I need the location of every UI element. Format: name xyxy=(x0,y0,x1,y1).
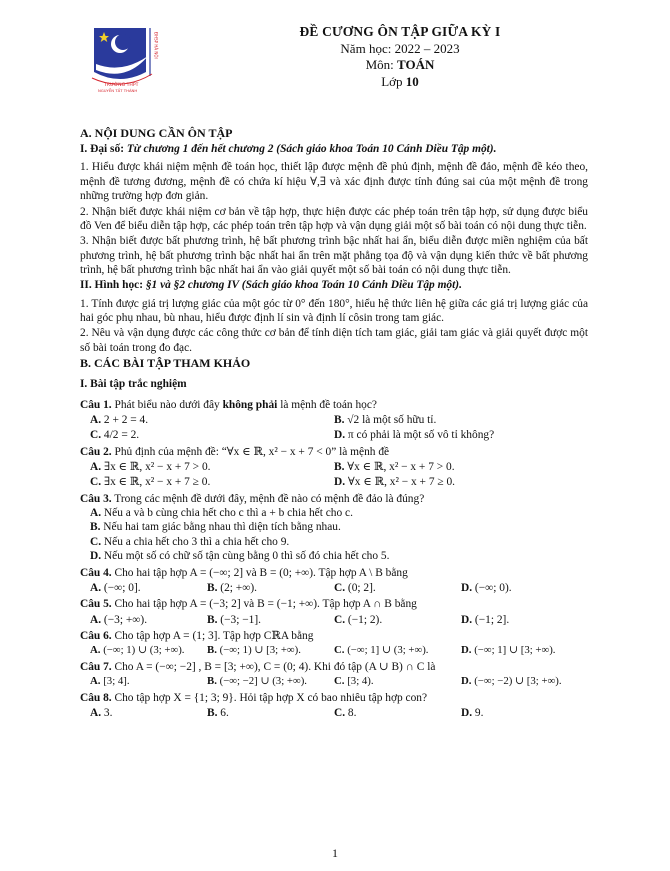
question-2-options-row1 xyxy=(80,460,588,474)
option-c: C. [3; 4). xyxy=(334,675,374,688)
question-7: Câu 7. Cho A = (−∞; −2] , B = [3; +∞), C = (0; 4). Khi đó tập (A ∪ B) ∩ C là xyxy=(80,660,436,673)
option-b: B. (2; +∞). xyxy=(207,581,257,594)
option-a: A. Nếu a và b cùng chia hết cho c thì a + b chia hết cho c. xyxy=(90,507,353,520)
mcq-heading: I. Bài tập trắc nghiệm xyxy=(80,378,187,391)
algebra-point-2: 2. Nhận biết được khái niệm cơ bản về tập hợp, thực hiện được các phép toán trên tập hợp, sử dụng được biểu đồ Ven để biểu diễn tập hợp, các phép toán trên tập hợp và vận dụng giải một số bài toán có nội dung thực tiễn. xyxy=(80,205,588,232)
option-c: C. (−1; 2). xyxy=(334,613,383,626)
option-d: D. (−∞; 1] ∪ [3; +∞). xyxy=(461,644,556,657)
option-a: A. (−3; +∞). xyxy=(90,613,148,626)
logo-school-line2: NGUYỄN TẤT THÀNH xyxy=(98,88,138,93)
logo-school-line1: TRƯỜNG THPT xyxy=(104,83,139,88)
question-3: Câu 3. Trong các mệnh đề dưới đây, mệnh đề nào có mệnh đề đảo là đúng? xyxy=(80,492,425,505)
option-a: A. 3. xyxy=(90,707,113,720)
option-d: D. (−∞; 0). xyxy=(461,581,512,594)
question-4-options xyxy=(80,581,588,595)
question-1: Câu 1. Phát biểu nào dưới đây không phải là mệnh đề toán học? xyxy=(80,398,377,411)
school-logo xyxy=(86,22,166,98)
question-5: Câu 5. Cho hai tập hợp A = (−3; 2] và B = (−1; +∞). Tập hợp A ∩ B bằng xyxy=(80,598,417,611)
option-b: B. (−∞; 1) ∪ [3; +∞). xyxy=(207,644,301,657)
option-b: B. (−3; −1]. xyxy=(207,613,261,626)
document-body xyxy=(80,126,588,721)
question-6-options xyxy=(80,644,588,658)
grade-line: Lớp 10 xyxy=(381,73,419,89)
subject-line: Môn: TOÁN xyxy=(365,57,435,73)
option-c: C. 4/2 = 2. xyxy=(90,429,140,442)
option-d: D. (−∞; −2) ∪ [3; +∞). xyxy=(461,675,562,688)
section-a-heading: A. NỘI DUNG CẦN ÔN TẬP xyxy=(80,126,233,140)
option-d: D. π có phải là một số vô tỉ không? xyxy=(334,429,495,442)
subject-name: TOÁN xyxy=(397,57,435,73)
option-a: A. ∃x ∈ ℝ, x² − x + 7 > 0. xyxy=(90,461,211,474)
option-c: C. (0; 2]. xyxy=(334,581,376,594)
question-8: Câu 8. Cho tập hợp X = {1; 3; 9}. Hỏi tập hợp X có bao nhiêu tập hợp con? xyxy=(80,691,428,704)
question-1-options-row1 xyxy=(80,413,588,427)
question-4: Câu 4. Cho hai tập hợp A = (−∞; 2] và B = (0; +∞). Tập hợp A \ B bằng xyxy=(80,566,408,579)
question-7-options xyxy=(80,675,588,689)
grade-number: 10 xyxy=(405,73,419,89)
algebra-point-3: 3. Nhận biết được bất phương trình, hệ bất phương trình bậc nhất hai ẩn, biểu diễn được miền nghiệm của bất phương trình, hệ bất phương trình bậc nhất hai ẩn trên mặt phẳng tọa độ và vận dụng kiến thức về bất phương trình, hệ bất phương trình bậc nhất hai ẩn vào giải quyết một số bài toán có nội dung thực tiễn. xyxy=(80,235,588,276)
question-2: Câu 2. Phủ định của mệnh đề: “∀x ∈ ℝ, x² − x + 7 < 0” là mệnh đề xyxy=(80,445,390,458)
document-header xyxy=(230,24,570,90)
option-c: C. (−∞; 1] ∪ (3; +∞). xyxy=(334,644,429,657)
question-5-options xyxy=(80,613,588,627)
question-8-options xyxy=(80,706,588,720)
document-title: ĐỀ CƯƠNG ÔN TẬP GIỮA KỲ I xyxy=(299,24,501,39)
option-a: A. 2 + 2 = 4. xyxy=(90,413,149,426)
option-a: A. (−∞; 0]. xyxy=(90,581,141,594)
option-c: C. 8. xyxy=(334,707,357,720)
section-b-heading: B. CÁC BÀI TẬP THAM KHẢO xyxy=(80,356,251,371)
school-year: Năm học: 2022 – 2023 xyxy=(340,40,460,56)
option-b: B. Nếu hai tam giác bằng nhau thì diện tích bằng nhau. xyxy=(90,521,341,534)
logo-side-text: ĐHSP HÀ NỘI xyxy=(153,32,159,59)
option-d: D. (−1; 2]. xyxy=(461,613,510,626)
geometry-heading: II. Hình học: §1 và §2 chương IV (Sách giáo khoa Toán 10 Cánh Diều Tập một). xyxy=(80,279,462,292)
page-number: 1 xyxy=(332,846,338,860)
geometry-point-1: 1. Tính được giá trị lượng giác của một góc từ 0° đến 180°, hiểu hệ thức liên hệ giữa các giá trị lượng giác của hai góc phụ nhau, bù nhau, hiểu được định lí sin và định lí côsin trong tam giác. xyxy=(80,297,588,325)
option-b: B. 6. xyxy=(207,707,229,720)
option-a: A. [3; 4]. xyxy=(90,675,130,688)
question-1-options-row2 xyxy=(80,428,588,442)
algebra-point-1: 1. Hiểu được khái niệm mệnh đề toán học, thiết lập được mệnh đề phủ định, mệnh đề đảo, mệnh đề kéo theo, mệnh đề tương đương, mệnh đề có chứa kí hiệu ∀,∃ và xác định được tính đúng sai của một mệnh đề trong những trường hợp đơn giản. xyxy=(80,161,588,203)
geometry-point-2: 2. Nêu và vận dụng được các công thức cơ bản để tính diện tích tam giác, giải tam giác và giải quyết được một số bài toán trong đo đạc. xyxy=(80,327,588,354)
option-c: C. Nếu a chia hết cho 3 thì a chia hết cho 9. xyxy=(90,535,290,548)
option-b: B. (−∞; −2] ∪ (3; +∞). xyxy=(207,675,307,688)
option-d: D. 9. xyxy=(461,707,484,720)
option-d: D. ∀x ∈ ℝ, x² − x + 7 ≥ 0. xyxy=(334,476,456,489)
question-6: Câu 6. Cho tập hợp A = (1; 3]. Tập hợp CℝA bằng xyxy=(80,630,314,642)
option-b: B. ∀x ∈ ℝ, x² − x + 7 > 0. xyxy=(334,461,455,474)
option-d: D. Nếu một số có chữ số tận cùng bằng 0 thì số đó chia hết cho 5. xyxy=(90,550,390,563)
option-c: C. ∃x ∈ ℝ, x² − x + 7 ≥ 0. xyxy=(90,476,211,489)
algebra-heading: I. Đại số: Từ chương 1 đến hết chương 2 (Sách giáo khoa Toán 10 Cánh Diều Tập một). xyxy=(80,143,497,156)
question-2-options-row2 xyxy=(80,475,588,489)
option-b: B. √2 là một số hữu tỉ. xyxy=(334,413,437,426)
option-a: A. (−∞; 1) ∪ (3; +∞). xyxy=(90,644,185,657)
